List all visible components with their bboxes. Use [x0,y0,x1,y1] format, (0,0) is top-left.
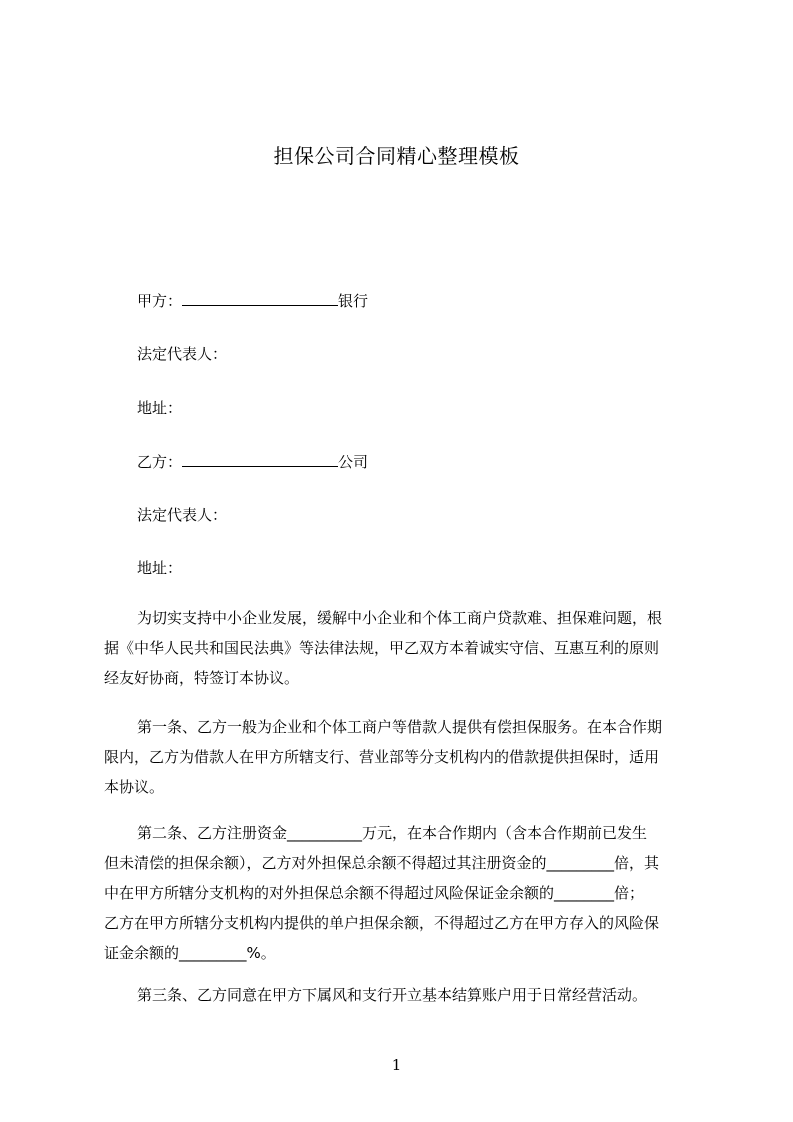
article-1-line: 限内，乙方为借款人在甲方所辖支行、营业部等分支机构内的借款提供担保时，适用 [104,748,660,766]
article-1-line: 本协议。 [104,778,165,796]
party-b-label: 乙方： [137,453,183,471]
article-2-line: 第二条、乙方注册资金__________万元，在本合作期内（含本合作期前已发生 [137,824,648,842]
article-1-paragraph [104,712,700,802]
party-a-representative: 法定代表人： [137,345,228,363]
preamble-line: 为切实支持中小企业发展，缓解中小企业和个体工商户贷款难、担保难问题，根 [137,609,663,627]
party-b-suffix: 公司 [338,453,369,471]
document-title: 担保公司合同精心整理模板 [273,144,520,168]
article-2-line: 但未清偿的担保余额），乙方对外担保总余额不得超过其注册资金的_________倍，其 [104,854,660,872]
article-3-paragraph [104,980,700,1010]
page-number: 1 [391,1056,402,1074]
preamble-paragraph [104,603,700,693]
party-b-blank [182,451,338,467]
article-2-paragraph [104,818,700,968]
party-a-address: 地址： [137,399,183,417]
party-a-label: 甲方： [137,292,183,310]
preamble-line: 据《中华人民共和国民法典》等法律法规，甲乙双方本着诚实守信、互惠互利的原则 [104,639,660,657]
party-b-representative: 法定代表人： [137,506,228,524]
article-2-line: 证金余额的_________%。 [104,944,276,962]
article-1-line: 第一条、乙方一般为企业和个体工商户等借款人提供有偿担保服务。在本合作期 [137,718,663,736]
party-b-line [137,450,368,474]
party-b-address: 地址： [137,559,183,577]
preamble-line: 经友好协商，特签订本协议。 [104,669,300,687]
party-a-suffix: 银行 [338,292,369,310]
article-2-line: 乙方在甲方所辖分支机构内提供的单户担保余额，不得超过乙方在甲方存入的风险保 [104,914,660,932]
party-a-line [137,289,368,313]
party-a-blank [182,290,338,306]
article-2-line: 中在甲方所辖分支机构的对外担保总余额不得超过风险保证金余额的________倍； [104,884,645,902]
article-3-line: 第三条、乙方同意在甲方下属风和支行开立基本结算账户用于日常经营活动。 [137,986,648,1004]
